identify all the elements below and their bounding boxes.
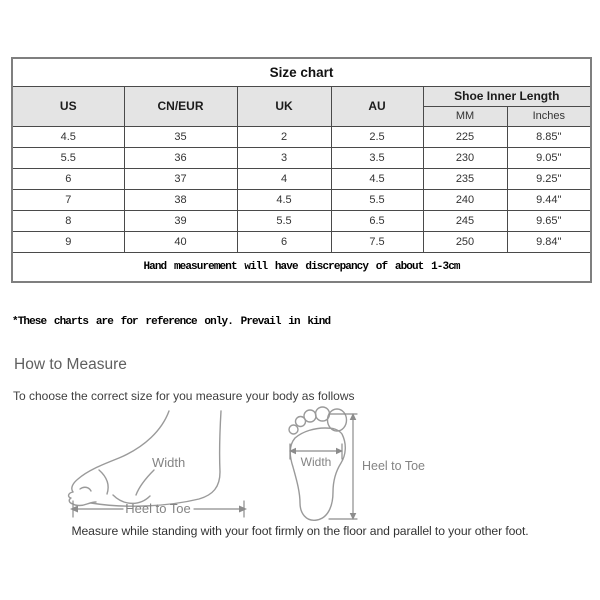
table-cell: 3.5: [331, 147, 423, 168]
table-cell: 4.5: [12, 126, 124, 147]
size-chart-table: [11, 57, 592, 283]
table-cell: 9.25": [507, 168, 591, 189]
column-header-uk: UK: [237, 86, 331, 126]
table-cell: 37: [124, 168, 237, 189]
column-header-cn-eur: CN/EUR: [124, 86, 237, 126]
table-cell: 6: [12, 168, 124, 189]
table-cell: 36: [124, 147, 237, 168]
heel-to-toe-label-bottom: Heel to Toe: [362, 459, 426, 473]
width-label-bottom: Width: [300, 455, 332, 469]
table-title: Size chart: [12, 58, 591, 86]
table-cell: 245: [423, 210, 507, 231]
table-title-row: [12, 58, 591, 86]
table-cell: 35: [124, 126, 237, 147]
reference-note: *These charts are for reference only. Prevail in kind: [12, 316, 331, 328]
table-cell: 40: [124, 231, 237, 252]
table-cell: 4.5: [331, 168, 423, 189]
foot-bottom-view-diagram: [287, 406, 447, 524]
table-row: [12, 126, 591, 147]
foot-side-outline: [69, 411, 221, 506]
table-cell: 9.05": [507, 147, 591, 168]
table-cell: 5.5: [12, 147, 124, 168]
table-cell: 225: [423, 126, 507, 147]
table-cell: 250: [423, 231, 507, 252]
table-cell: 6: [237, 231, 331, 252]
heel-to-toe-label-side: Heel to Toe: [125, 501, 191, 516]
width-label-side: Width: [152, 455, 186, 470]
table-cell: 2.5: [331, 126, 423, 147]
table-cell: 6.5: [331, 210, 423, 231]
table-row: [12, 147, 591, 168]
table-footnote-row: [12, 252, 591, 282]
table-cell: 5.5: [331, 189, 423, 210]
column-header-mm: MM: [423, 106, 507, 126]
table-body: [12, 126, 591, 252]
measure-instruction: To choose the correct size for you measure your body as follows: [13, 389, 355, 403]
table-cell: 4.5: [237, 189, 331, 210]
table-cell: 7: [12, 189, 124, 210]
table-cell: 5.5: [237, 210, 331, 231]
table-cell: 3: [237, 147, 331, 168]
column-header-inner-length: Shoe Inner Length: [423, 86, 591, 106]
table-header-row: [12, 86, 591, 106]
table-row: [12, 210, 591, 231]
table-cell: 8.85": [507, 126, 591, 147]
measure-caption: Measure while standing with your foot firmly on the floor and parallel to your other foot.: [71, 524, 529, 538]
table-row: [12, 189, 591, 210]
table-cell: 235: [423, 168, 507, 189]
table-footnote: Hand measurement will have discrepancy of about 1-3cm: [12, 252, 591, 282]
table-cell: 39: [124, 210, 237, 231]
table-cell: 8: [12, 210, 124, 231]
foot-side-view-diagram: [66, 410, 251, 522]
column-header-us: US: [12, 86, 124, 126]
table-cell: 9: [12, 231, 124, 252]
table-cell: 9.65": [507, 210, 591, 231]
table-cell: 7.5: [331, 231, 423, 252]
table-cell: 4: [237, 168, 331, 189]
table-cell: 240: [423, 189, 507, 210]
column-header-inches: Inches: [507, 106, 591, 126]
table-cell: 230: [423, 147, 507, 168]
table-row: [12, 168, 591, 189]
table-row: [12, 231, 591, 252]
how-to-measure-heading: How to Measure: [14, 356, 127, 373]
table-cell: 9.44": [507, 189, 591, 210]
column-header-au: AU: [331, 86, 423, 126]
table-cell: 9.84": [507, 231, 591, 252]
table-cell: 38: [124, 189, 237, 210]
table-cell: 2: [237, 126, 331, 147]
